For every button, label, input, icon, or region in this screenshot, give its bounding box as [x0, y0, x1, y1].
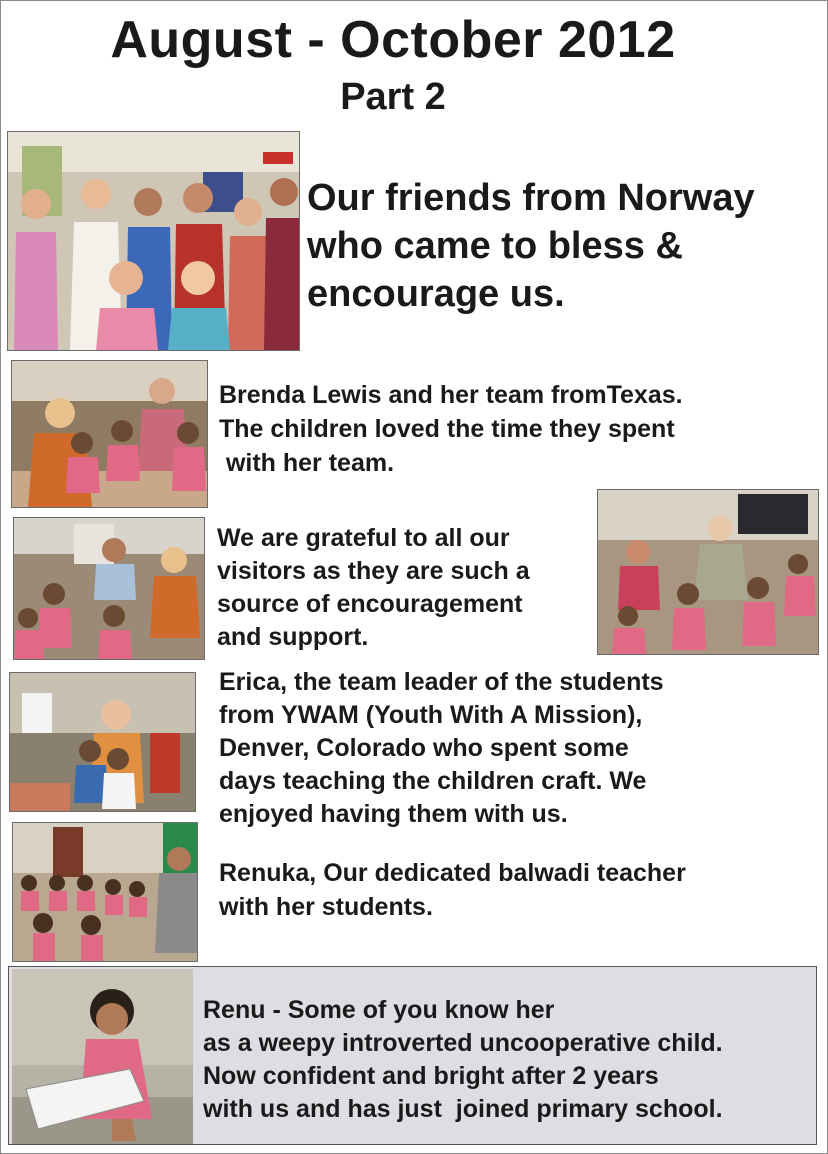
- photo-renuka-class: [12, 822, 198, 962]
- caption-norway: Our friends from Norway who came to bless & encourage us.: [307, 177, 755, 315]
- caption-visitors: We are grateful to all our visitors as they are such a source of encouragement and support.: [217, 524, 530, 651]
- page-title: August - October 2012: [110, 11, 676, 69]
- photo-renu: [12, 969, 193, 1144]
- photo-brenda-team: [11, 360, 208, 508]
- caption-erica: Erica, the team leader of the students from YWAM (Youth With A Mission), Denver, Colorado who spent some days teaching the children craft. We enjoyed having them with us.: [219, 668, 664, 828]
- caption-renuka: Renuka, Our dedicated balwadi teacher with her students.: [219, 859, 686, 921]
- photo-visitors-man: [597, 489, 819, 655]
- page-subtitle: Part 2: [340, 76, 446, 118]
- caption-brenda-team: Brenda Lewis and her team fromTexas. The children loved the time they spent with her team.: [219, 381, 683, 477]
- photo-norway-group: [7, 131, 300, 351]
- photo-visitors-group: [13, 517, 205, 660]
- photo-erica: [9, 672, 196, 812]
- caption-renu: Renu - Some of you know her as a weepy introverted uncooperative child. Now confident and bright after 2 years with us and has just joined primary school.: [203, 996, 723, 1123]
